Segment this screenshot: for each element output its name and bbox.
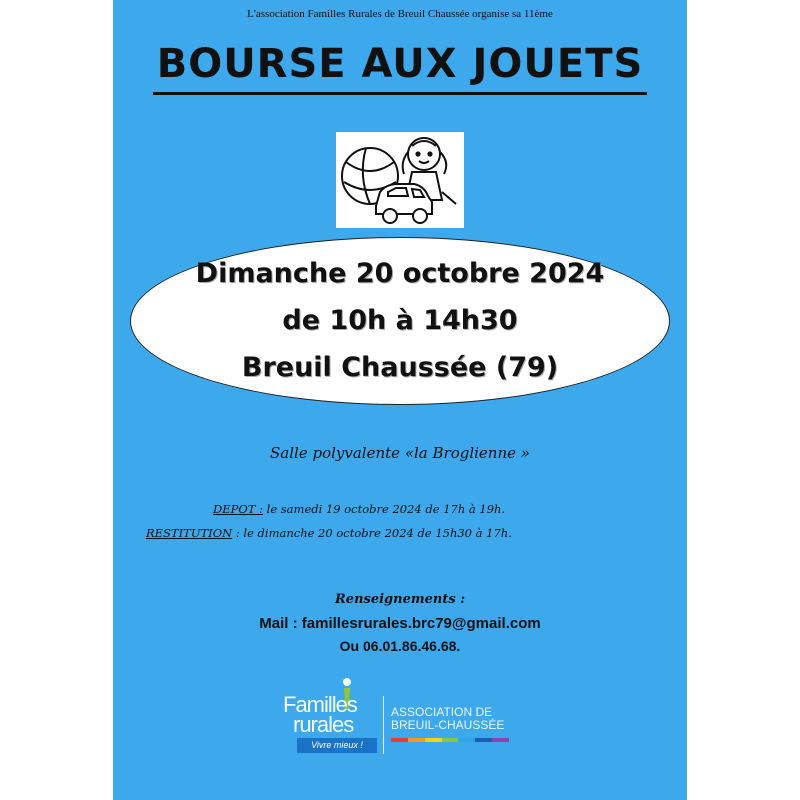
logo-slogan: Vivre mieux ! (297, 738, 377, 753)
color-bar (442, 738, 459, 742)
association-line-2: BREUIL-CHAUSSÉE (391, 718, 505, 732)
color-bars (391, 738, 509, 742)
logo-divider (383, 696, 384, 754)
color-bar (391, 738, 408, 742)
familles-rurales-logo (283, 676, 523, 758)
color-bar (475, 738, 492, 742)
event-place: Breuil Chaussée (79) (241, 352, 559, 383)
logo-word-familles: Familles (283, 692, 357, 717)
association-line-1: ASSOCIATION DE (391, 705, 493, 719)
contact-phone: Ou 06.01.86.46.68. (339, 638, 461, 654)
color-bar (408, 738, 425, 742)
association-name (391, 706, 504, 732)
logo-word-rurales: rurales (293, 712, 354, 737)
poster-title-text: BOURSE AUX JOUETS (153, 38, 648, 95)
color-bar (492, 738, 509, 742)
color-bar (458, 738, 475, 742)
color-bar (425, 738, 442, 742)
venue-name: Salle polyvalente «la Broglienne » (270, 444, 530, 462)
poster-title (0, 38, 800, 95)
restitution-text: : le dimanche 20 octobre 2024 de 15h30 à 17h. (232, 526, 512, 540)
depot-line (213, 502, 505, 516)
contact-mail: Mail : famillesrurales.brc79@gmail.com (259, 615, 541, 632)
event-time: de 10h à 14h30 (282, 305, 518, 336)
car-icon (376, 184, 432, 223)
restitution-line (146, 526, 512, 540)
contact-heading: Renseignements : (335, 592, 465, 607)
restitution-label: RESTITUTION (146, 526, 233, 540)
depot-label: DEPOT : (213, 502, 263, 516)
event-date: Dimanche 20 octobre 2024 (195, 258, 605, 289)
organizer-note: L'association Familles Rurales de Breuil Chaussée organise sa 11ème (247, 8, 553, 20)
depot-text: le samedi 19 octobre 2024 de 17h à 19h. (262, 502, 506, 516)
toys-drawing (336, 132, 464, 228)
toys-illustration (336, 132, 464, 228)
